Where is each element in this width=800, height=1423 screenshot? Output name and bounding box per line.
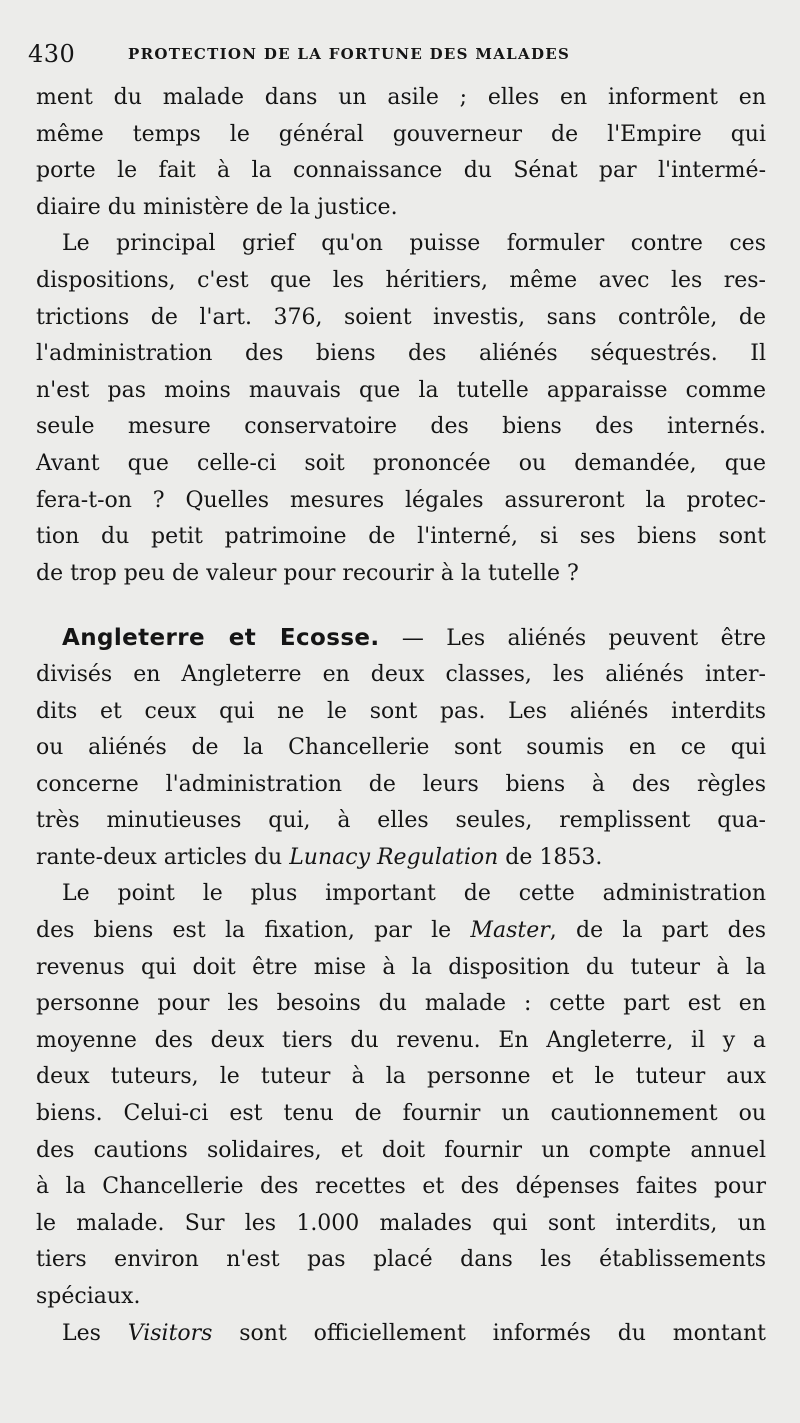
text-line xyxy=(36,840,766,877)
text-run: Les aliénés peuvent être xyxy=(446,626,766,652)
text-run: de 1853. xyxy=(498,844,603,870)
text-line: dispositions, c'est que les héritiers, même avec les res- xyxy=(36,267,766,293)
text-line: de trop peu de valeur pour recourir à la tutelle ? xyxy=(36,560,579,586)
text-line: des cautions solidaires, et doit fournir un compte annuel xyxy=(36,1137,766,1163)
text-line: spéciaux. xyxy=(36,1284,141,1309)
text-run: sont officiellement informés du montant xyxy=(212,1320,766,1346)
text-line xyxy=(36,1316,766,1353)
text-run: rante-deux articles du xyxy=(36,844,290,870)
text-line xyxy=(36,620,766,657)
text-line: divisés en Angleterre en deux classes, les aliénés inter- xyxy=(36,661,766,687)
text-run: des biens est la fixation, par le xyxy=(36,918,471,944)
text-line: ou aliénés de la Chancellerie sont soumis en ce qui xyxy=(36,735,766,761)
heading-dash: — xyxy=(379,626,447,652)
text-line: revenus qui doit être mise à la disposition du tuteur à la xyxy=(36,954,766,980)
text-line: ment du malade dans un asile ; elles en informent en xyxy=(36,85,766,110)
paragraph-3 xyxy=(36,620,766,876)
text-line: même temps le général gouverneur de l'Empire qui xyxy=(36,121,766,147)
text-line: seule mesure conservatoire des biens des internés. xyxy=(36,414,766,440)
text-line: fera-t-on ? Quelles mesures légales assureront la protec- xyxy=(36,487,766,513)
paragraph-4 xyxy=(36,876,766,1315)
text-line: l'administration des biens des aliénés séquestrés. Il xyxy=(36,341,766,367)
italic-title: Lunacy Regulation xyxy=(289,844,499,870)
text-line: moyenne des deux tiers du revenu. En Angleterre, il y a xyxy=(36,1027,766,1053)
text-run: , de la part des xyxy=(549,918,767,944)
text-line xyxy=(36,913,766,950)
paragraph-5 xyxy=(36,1316,766,1353)
text-line: porte le fait à la connaissance du Sénat par l'intermé- xyxy=(36,158,766,184)
text-line: deux tuteurs, le tuteur à la personne et le tuteur aux xyxy=(36,1064,766,1090)
text-line: à la Chancellerie des recettes et des dépenses faites pour xyxy=(36,1174,766,1200)
page-number: 430 xyxy=(28,40,76,68)
text-line: Avant que celle-ci soit prononcée ou demandée, que xyxy=(36,450,766,476)
text-line: diaire du ministère de la justice. xyxy=(36,194,398,220)
text-line: biens. Celui-ci est tenu de fournir un cautionnement ou xyxy=(36,1101,766,1127)
text-line: très minutieuses qui, à elles seules, remplissent qua- xyxy=(36,808,766,834)
text-line: concerne l'administration de leurs biens à des règles xyxy=(36,771,766,797)
page-body xyxy=(36,80,766,1352)
text-line: tion du petit patrimoine de l'interné, si ses biens sont xyxy=(36,524,766,550)
text-line: personne pour les besoins du malade : cette part est en xyxy=(36,991,766,1017)
text-line: Le principal grief qu'on puisse formuler contre ces xyxy=(62,231,766,257)
running-title: PROTECTION DE LA FORTUNE DES MALADES xyxy=(128,45,571,63)
paragraph-1 xyxy=(36,80,766,226)
section-heading: Angleterre et Ecosse. xyxy=(62,625,380,652)
italic-term: Master xyxy=(470,918,550,944)
paragraph-2 xyxy=(36,226,766,592)
text-line: tiers environ n'est pas placé dans les établissements xyxy=(36,1247,766,1273)
section-gap xyxy=(36,592,766,620)
text-line: le malade. Sur les 1.000 malades qui sont interdits, un xyxy=(36,1210,766,1236)
text-line: dits et ceux qui ne le sont pas. Les aliénés interdits xyxy=(36,698,766,724)
text-line: n'est pas moins mauvais que la tutelle apparaisse comme xyxy=(36,377,766,403)
text-run: Les xyxy=(62,1320,128,1346)
italic-term: Visitors xyxy=(127,1320,213,1346)
page-header xyxy=(28,38,768,70)
text-line: trictions de l'art. 376, soient investis, sans contrôle, de xyxy=(36,304,766,330)
text-line: Le point le plus important de cette administration xyxy=(62,881,766,907)
